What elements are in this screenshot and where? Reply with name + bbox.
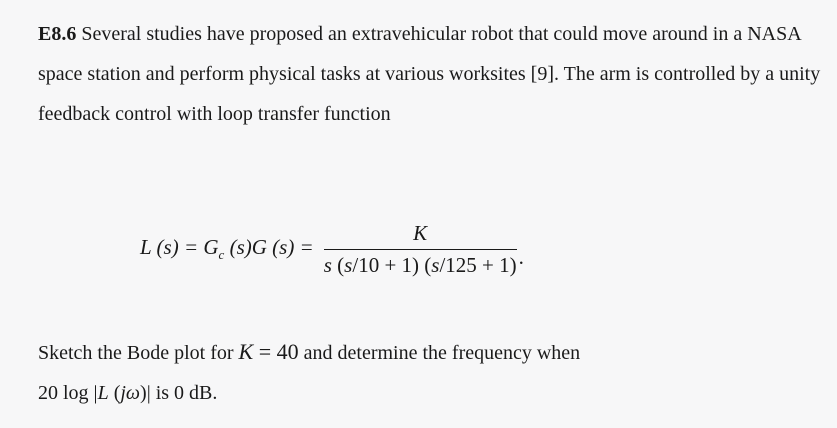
- problem-number: E8.6: [38, 23, 77, 45]
- problem-statement: [38, 14, 828, 134]
- task-prefix: Sketch the Bode plot for: [38, 342, 234, 364]
- equation-numerator: K: [413, 220, 428, 245]
- transfer-function-equation: [140, 214, 524, 284]
- equation-period: .: [518, 245, 524, 269]
- equation-denominator: s (s/10 + 1) (s/125 + 1): [323, 252, 517, 277]
- equation-fraction: [324, 221, 517, 278]
- task-suffix: and determine the frequency when: [303, 342, 581, 364]
- k-value-expression: K = 40: [238, 339, 299, 364]
- equation-lhs: L $(s) = G_c$ (s)G (s) =: [140, 234, 314, 263]
- task-statement: [38, 332, 828, 413]
- magnitude-expression: 20 log |L (jω)|: [38, 382, 151, 404]
- problem-text: Several studies have proposed an extravehicular robot that could move around in a NASA space station and perform physical tasks at various worksites [9]. The arm is controlled by a unity feedback control with loop transfer function: [38, 23, 821, 125]
- task-end: is 0 dB.: [155, 382, 218, 404]
